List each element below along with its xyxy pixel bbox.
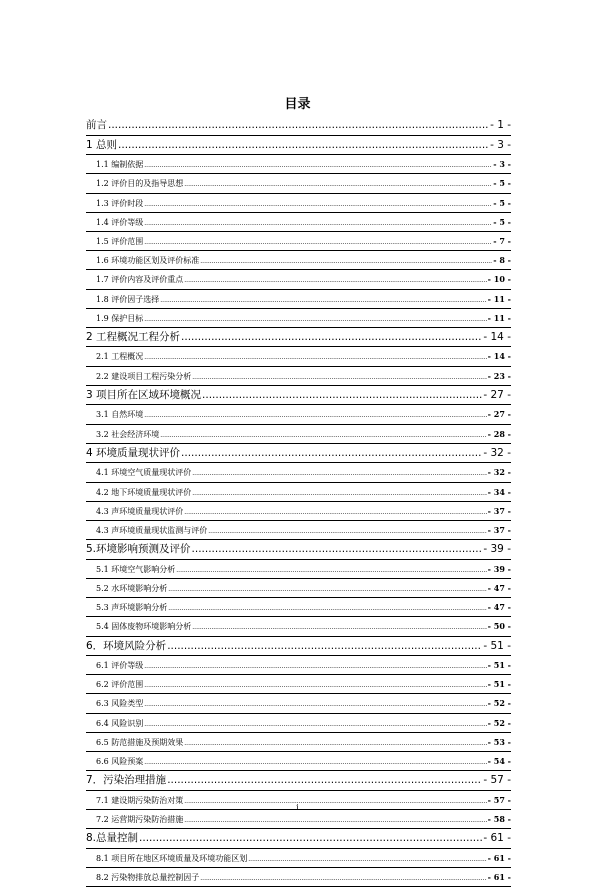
toc-entry-text: 1.1 编制依据 [96,160,144,170]
toc-entry-page: - 47 - [487,602,511,613]
toc-entry-text: 6.6 风险预案 [96,757,144,767]
toc-leader-dots [144,195,492,213]
toc-entry-page: - 3 - [493,159,511,170]
toc-entry-page: - 5 - [493,216,511,227]
toc-entry[interactable] [86,290,511,309]
toc-leader-dots [200,869,486,887]
toc-entry-page: - 51 - [487,660,511,671]
toc-entry-text: 1.3 评价时段 [96,198,144,208]
toc-leader-dots [192,484,486,502]
toc-entry-text: 3.2 社会经济环境 [96,429,160,439]
toc-entry-page: - 14 - [487,351,511,362]
toc-leader-dots [167,771,482,790]
toc-leader-dots [181,328,482,347]
toc-leader-dots [192,618,486,636]
toc-entry[interactable] [86,347,511,366]
toc-entry[interactable] [86,560,511,579]
toc-entry[interactable] [86,868,511,887]
toc-entry-text: 6.1 评价等级 [96,661,144,671]
toc-leader-dots [160,426,486,444]
toc-entry-page: - 32 - [487,467,511,478]
toc-entry-page: - 1 - [490,119,511,131]
toc-entry-text: 3.1 自然环境 [96,410,144,420]
toc-entry-text: 8.1 项目所在地区环境质量及环境功能区划 [96,853,248,863]
toc-entry-text: 1.7 评价内容及评价重点 [96,275,184,285]
toc-entry-text: 4.2 地下环境质量现状评价 [96,487,192,497]
toc-entry[interactable] [86,637,511,657]
toc-entry[interactable] [86,405,511,424]
toc-entry[interactable] [86,849,511,868]
toc-entry[interactable] [86,309,511,328]
toc-entry-text: 5.4 固体废物环境影响分析 [96,622,192,632]
toc-entry[interactable] [86,194,511,213]
toc-entry-text: 1.2 评价目的及指导思想 [96,179,184,189]
toc-entry[interactable] [86,444,511,464]
toc-leader-dots [184,503,486,521]
toc-leader-dots [202,386,482,405]
toc-leader-dots [144,214,492,232]
toc-entry-page: - 54 - [487,756,511,767]
toc-entry[interactable] [86,386,511,406]
toc-entry-page: - 14 - [483,330,511,343]
toc-leader-dots [208,522,486,540]
toc-entry-page: - 23 - [487,370,511,381]
toc-entry-page: - 11 - [487,312,511,323]
toc-leader-dots [118,136,489,155]
toc-entry-page: - 61 - [483,832,511,845]
toc-entry[interactable] [86,174,511,193]
toc-entry[interactable] [86,328,511,348]
toc-entry-page: - 61 - [487,852,511,863]
toc-entry-text: 1.4 评价等级 [96,217,144,227]
toc-entry[interactable] [86,598,511,617]
toc-leader-dots [168,599,486,617]
toc-leader-dots [144,695,486,713]
toc-entry-page: - 8 - [493,255,511,266]
toc-leader-dots [192,464,486,482]
toc-leader-dots [184,271,486,289]
toc-entry-text: 6．环境风险分析 [86,639,167,652]
toc-entry-page: - 57 - [487,794,511,805]
toc-entry-text: 5.环境影响预测及评价 [86,543,191,556]
toc-entry-page: - 39 - [483,543,511,556]
toc-entry-text: 5.3 声环境影响分析 [96,603,168,613]
toc-leader-dots [184,734,486,752]
toc-entry[interactable] [86,136,511,156]
toc-entry-text: 1.8 评价因子选择 [96,294,160,304]
toc-entry-page: - 51 - [483,639,511,652]
toc-leader-dots [200,252,492,270]
toc-entry[interactable] [86,463,511,482]
toc-entry-page: - 5 - [493,197,511,208]
toc-entry-page: - 52 - [487,698,511,709]
toc-entry-text: 4 环境质量现状评价 [86,446,181,459]
toc-entry[interactable] [86,270,511,289]
toc-entry-text: 2.2 建设项目工程污染分析 [96,371,192,381]
toc-entry[interactable] [86,521,511,540]
toc-leader-dots [144,406,486,424]
toc-entry-text: 前言 [86,119,107,131]
toc-entry[interactable] [86,733,511,752]
toc-entry-text: 8.总量控制 [86,832,139,845]
toc-entry-page: - 27 - [487,409,511,420]
toc-entry-text: 8.2 污染物排放总量控制因子 [96,872,200,882]
toc-entry-text: 2.1 工程概况 [96,352,144,362]
toc-entry[interactable] [86,752,511,771]
toc-leader-dots [168,580,486,598]
toc-entry-page: - 58 - [487,814,511,824]
toc-entry[interactable] [86,251,511,270]
toc-entry-page: - 27 - [483,388,511,401]
toc-entry[interactable] [86,656,511,675]
toc-leader-dots [139,829,482,848]
toc-entry-page: - 11 - [487,293,511,304]
toc-entry-page: - 34 - [487,486,511,497]
toc-entry-page: - 37 - [487,505,511,516]
toc-entry[interactable] [86,617,511,636]
toc-leader-dots [108,116,489,135]
toc-entry-page: - 50 - [487,621,511,632]
toc-entry-text: 6.3 风险类型 [96,699,144,709]
toc-entry-text: 1.5 评价范围 [96,236,144,246]
toc-leader-dots [144,715,486,733]
toc-entry[interactable] [86,367,511,386]
toc-entry-page: - 37 - [487,524,511,535]
toc-entry[interactable] [86,116,511,136]
toc-leader-dots [192,540,483,559]
toc-leader-dots [176,561,486,579]
toc-entry-text: 1.9 保护目标 [96,313,144,323]
toc-entry[interactable] [86,232,511,251]
toc-leader-dots [184,811,486,829]
toc-entry[interactable] [86,771,511,791]
toc-entry[interactable] [86,829,511,849]
toc-entry-text: 6.4 风险识别 [96,718,144,728]
toc-entry-page: - 52 - [487,717,511,728]
toc-leader-dots [144,676,486,694]
toc-entry[interactable] [86,155,511,174]
toc-entry[interactable] [86,810,511,829]
toc-entry-page: - 47 - [487,582,511,593]
toc-leader-dots [160,291,486,309]
toc-entry[interactable] [86,540,511,560]
toc-entry[interactable] [86,502,511,521]
toc-entry-page: - 10 - [487,274,511,285]
toc-leader-dots [144,310,486,328]
toc-entry-text: 1 总则 [86,138,118,151]
toc-title: 目录 [284,97,311,112]
page-number: i [296,803,299,812]
toc-entry-text: 4.1 环境空气质量现状评价 [96,468,192,478]
toc-leader-dots [144,156,492,174]
toc-entry-page: - 53 - [487,736,511,747]
toc-leader-dots [144,753,486,771]
toc-entry-text: 4.3 声环境质量现状评价 [96,506,184,516]
toc-entry-text: 3 项目所在区域环境概况 [86,388,202,401]
toc-entry[interactable] [86,579,511,598]
toc-leader-dots [248,850,486,868]
toc-entry[interactable] [86,675,511,694]
toc-leader-dots [144,233,492,251]
toc-leader-dots [184,175,492,193]
toc-leader-dots [144,348,486,366]
toc-entry-text: 1.6 环境功能区划及评价标准 [96,256,200,266]
toc-entry[interactable] [86,483,511,502]
toc-entry-text: 5.1 环境空气影响分析 [96,564,176,574]
toc-entry-page: - 57 - [483,774,511,787]
toc-entry-page: - 5 - [493,178,511,189]
toc-leader-dots [144,657,486,675]
toc-entry-text: 7.1 建设期污染防治对策 [96,795,184,805]
toc-leader-dots [167,637,482,656]
toc-entry-text: 4.3 声环境质量现状监测与评价 [96,525,208,535]
toc-entry-page: - 32 - [483,446,511,459]
toc-entry-page: - 7 - [493,235,511,246]
toc-entry-page: - 61 - [487,871,511,882]
toc-entry-page: - 3 - [490,138,511,151]
toc-entry[interactable] [86,425,511,444]
toc-entry-text: 7．污染治理措施 [86,774,167,787]
toc-entry-text: 6.2 评价范围 [96,680,144,690]
toc-leader-dots [192,368,486,386]
toc-entry-text: 2 工程概况工程分析 [86,330,181,343]
toc-entry-text: 6.5 防范措施及预期效果 [96,737,184,747]
toc-entry[interactable] [86,714,511,733]
toc-entry[interactable] [86,694,511,713]
toc-leader-dots [181,444,482,463]
toc-entry[interactable] [86,213,511,232]
toc-entry-page: - 51 - [487,679,511,690]
toc-entry-page: - 39 - [487,563,511,574]
toc-entry-page: - 28 - [487,428,511,439]
toc-entry-text: 5.2 水环境影响分析 [96,583,168,593]
toc-entry-text: 7.2 运营期污染防治措施 [96,815,184,824]
table-of-contents [86,116,511,887]
